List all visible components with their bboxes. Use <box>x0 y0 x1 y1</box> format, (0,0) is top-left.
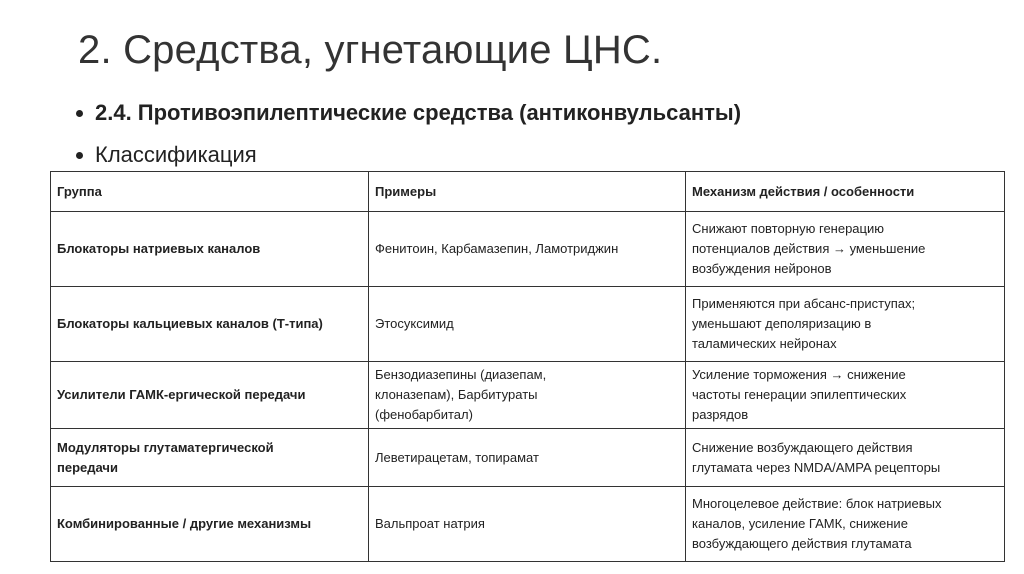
cell-mechanism <box>686 212 1005 287</box>
cell-line: Усиление торможения → снижение <box>692 367 906 382</box>
table-header-row <box>51 172 1005 212</box>
cell-line: клоназепам), Барбитураты <box>375 387 538 402</box>
bullet-classification <box>76 142 257 168</box>
header-mechanism: Механизм действия / особенности <box>686 172 1005 212</box>
bullet-text: Классификация <box>95 142 257 167</box>
table-row <box>51 429 1005 487</box>
cell-examples <box>369 429 686 487</box>
cell-mechanism <box>686 362 1005 429</box>
classification-table <box>50 171 1005 562</box>
cell-line: потенциалов действия → уменьшение <box>692 241 926 256</box>
cell-line: глутамата через NMDA/AMPA рецепторы <box>692 459 941 475</box>
cell-line: (фенобарбитал) <box>375 407 473 422</box>
cell-mechanism <box>686 487 1005 562</box>
cell-line: передачи <box>57 459 118 475</box>
cell-line: Фенитоин, Карбамазепин, Ламотриджин <box>375 241 619 256</box>
slide-title: 2. Средства, угнетающие ЦНС. <box>78 28 663 72</box>
cell-mechanism <box>686 429 1005 487</box>
bullet-dot-icon <box>76 152 83 159</box>
table-row <box>51 487 1005 562</box>
cell-line: Комбинированные / другие механизмы <box>57 516 312 531</box>
cell-line: Бензодиазепины (диазепам, <box>375 367 547 382</box>
bullet-dot-icon <box>76 110 83 117</box>
cell-group <box>51 287 369 362</box>
cell-line: таламических нейронах <box>692 336 837 351</box>
cell-line: Снижают повторную генерацию <box>692 221 884 236</box>
cell-line: Применяются при абсанс-приступах; <box>692 296 916 311</box>
cell-line: Блокаторы натриевых каналов <box>57 241 261 256</box>
cell-line: Вальпроат натрия <box>375 516 485 531</box>
cell-line: возбуждения нейронов <box>692 261 832 276</box>
cell-examples <box>369 362 686 429</box>
cell-line: Усилители ГАМК-ергической передачи <box>57 387 306 402</box>
cell-line: Снижение возбуждающего действия <box>692 439 913 455</box>
cell-line: Многоцелевое действие: блок натриевых <box>692 496 942 511</box>
cell-mechanism <box>686 287 1005 362</box>
cell-line: каналов, усиление ГАМК, снижение <box>692 516 908 531</box>
cell-examples <box>369 287 686 362</box>
cell-group <box>51 487 369 562</box>
cell-line: Блокаторы кальциевых каналов (Т-типа) <box>57 316 323 331</box>
cell-line: Этосуксимид <box>375 316 454 331</box>
cell-group <box>51 212 369 287</box>
table-row <box>51 287 1005 362</box>
header-examples: Примеры <box>369 172 686 212</box>
cell-group <box>51 362 369 429</box>
cell-line: частоты генерации эпилептических <box>692 387 907 402</box>
table-row <box>51 212 1005 287</box>
bullet-text: 2.4. Противоэпилептические средства (антиконвульсанты) <box>95 100 742 125</box>
cell-line: Леветирацетам, топирамат <box>375 449 539 465</box>
cell-line: Модуляторы глутаматергической <box>57 439 274 455</box>
cell-examples <box>369 212 686 287</box>
cell-line: разрядов <box>692 407 749 422</box>
cell-group <box>51 429 369 487</box>
cell-line: уменьшают деполяризацию в <box>692 316 872 331</box>
cell-examples <box>369 487 686 562</box>
cell-line: возбуждающего действия глутамата <box>692 536 912 551</box>
header-group: Группа <box>51 172 369 212</box>
bullet-subtitle <box>76 100 741 126</box>
table-row <box>51 362 1005 429</box>
